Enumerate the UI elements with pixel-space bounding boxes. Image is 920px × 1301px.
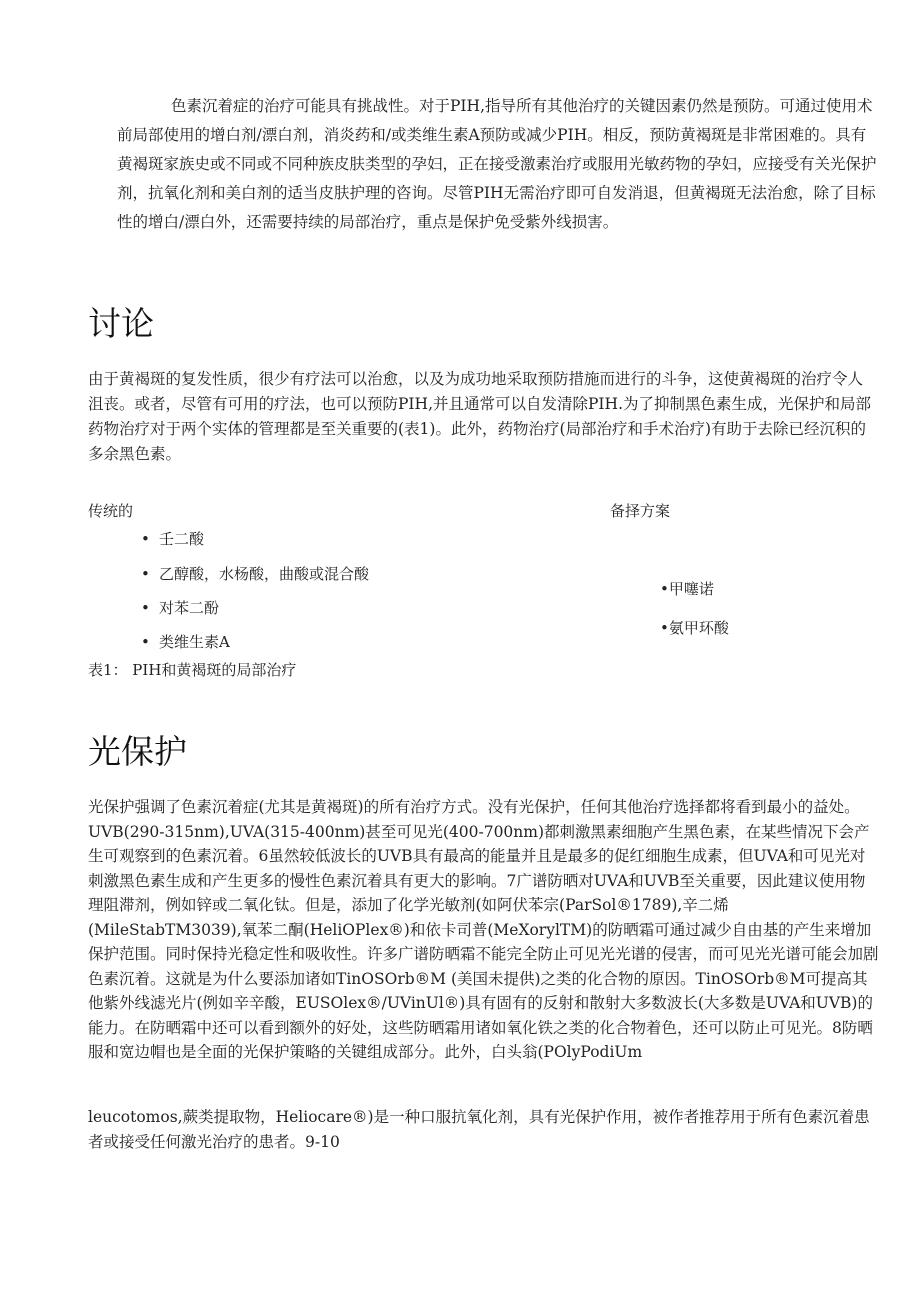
discussion-paragraph: 由于黄褐斑的复发性质，很少有疗法可以治愈，以及为成功地采取预防措施而进行的斗争，这使黄褐斑的治疗令人沮丧。或者，尽管有可用的疗法，也可以预防PIH,并且通常可以自发清除PIH.为了抑制黑色素生成，光保护和局部药物治疗对于两个实体的管理都是至关重要的(表1)。此外，药物治疗(局部治疗和手术治疗)有助于去除已经沉积的多余黑色素。 [88, 370, 871, 463]
list-item: • 对苯二酚 [141, 599, 220, 617]
photoprotection-paragraph-1: 光保护强调了色素沉着症(尤其是黄褐斑)的所有治疗方式。没有光保护，任何其他治疗选择都将看到最小的益处。UVB(290-315nm),UVA(315-400nm)甚至可见光(400-700nm)都刺激黑素细胞产生黑色素，在某些情况下会产生可观察到的色素沉着。6虽然较低波长的UVB具有最高的能量并且是最多的促红细胞生成素，但UVA和可见光对刺激黑色素生成和产生更多的慢性色素沉着具有更大的影响。7广谱防晒对UVA和UVB至关重要，因此建议使用物理阻滞剂，例如锌或二氧化钛。但是，添加了化学光敏剂(如阿伏苯宗(ParSol®1789),辛二烯(MileStabTM3039),氧苯二酮(HeliOPlex®)和依卡司普(MeXorylTM)的防晒霜可通过减少自由基的产生来增加保护范围。同时保持光稳定性和吸收性。许多广谱防晒霜不能完全防止可见光光谱的侵害，而可见光光谱可能会加剧色素沉着。这就是为什么要添加诸如TinOSOrb®M (美国未提供)之类的化合物的原因。TinOSOrb®M可提高其他紫外线滤光片(例如辛辛酸，EUSOlex®/UVinUl®)具有固有的反射和散射大多数波长(大多数是UVA和UVB)的能力。在防晒霜中还可以看到额外的好处，这些防晒霜用诸如氧化铁之类的化合物着色，还可以防止可见光。8防晒服和宽边帽也是全面的光保护策略的关键组成部分。此外，白头翁(POlyPodiUm [88, 798, 879, 1061]
bullet-icon: • [141, 599, 150, 617]
list-item: • 壬二酸 [141, 530, 205, 548]
list-item: •甲噻诺 [660, 580, 714, 598]
list-item: •氨甲环酸 [660, 619, 729, 637]
bullet-icon: • [141, 633, 150, 651]
intro-paragraph: 色素沉着症的治疗可能具有挑战性。对于PIH,指导所有其他治疗的关键因素仍然是预防。可通过使用术前局部使用的增白剂/漂白剂，消炎药和/或类维生素A预防或减少PIH。相反，预防黄褐斑是非常困难的。具有黄褐斑家族史或不同或不同种族皮肤类型的孕妇，正在接受激素治疗或服用光敏药物的孕妇，应接受有关光保护剂，抗氧化剂和美白剂的适当皮肤护理的咨询。尽管PIH无需治疗即可自发消退，但黄褐斑无法治愈，除了目标性的增白/漂白外，还需要持续的局部治疗，重点是保护免受紫外线损害。 [117, 97, 877, 231]
table-right-header: 备择方案 [610, 502, 671, 520]
photoprotection-paragraph-2: leucotomos,蕨类提取物，Heliocare®)是一种口服抗氧化剂，具有光保护作用，被作者推荐用于所有色素沉着患者或接受任何激光治疗的患者。9-10 [88, 1108, 870, 1151]
list-item: • 乙醇酸，水杨酸，曲酸或混合酸 [141, 565, 370, 583]
bullet-icon: • [141, 565, 150, 583]
bullet-icon: • [141, 530, 150, 548]
photoprotection-heading: 光保护 [88, 732, 187, 771]
table-left-header: 传统的 [88, 502, 134, 520]
discussion-heading: 讨论 [88, 304, 154, 343]
list-item: • 类维生素A [141, 633, 230, 651]
table-caption: 表1： PIH和黄褐斑的局部治疗 [88, 661, 297, 679]
